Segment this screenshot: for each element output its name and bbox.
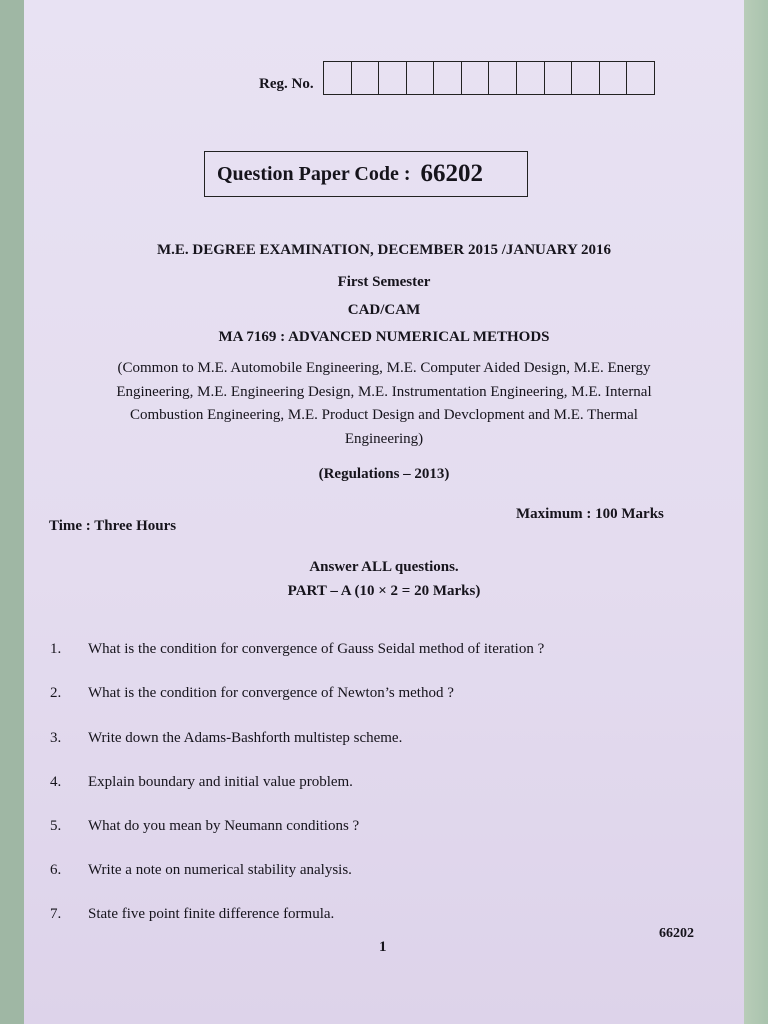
reg-no-box (517, 62, 545, 94)
question-text: Write a note on numerical stability analysis. (88, 862, 352, 878)
reg-no-box (572, 62, 600, 94)
question-text: Write down the Adams-Bashforth multistep scheme. (88, 730, 403, 746)
reg-no-box (352, 62, 380, 94)
question-number: 4. (50, 774, 62, 790)
exam-paper (24, 0, 744, 1024)
reg-no-box (545, 62, 573, 94)
question-paper-code-label: Question Paper Code : (217, 162, 411, 185)
question-text: What is the condition for convergence of Newton’s method ? (88, 685, 454, 701)
reg-no-box (489, 62, 517, 94)
common-to-note (64, 357, 704, 451)
common-to-line: Engineering) (344, 430, 424, 447)
question-text: What do you mean by Neumann conditions ? (88, 818, 360, 834)
reg-no-box (434, 62, 462, 94)
question-paper-code-box (204, 151, 528, 197)
question-number: 5. (50, 818, 62, 834)
maximum-marks: Maximum : 100 Marks (516, 506, 664, 522)
exam-title: M.E. DEGREE EXAMINATION, DECEMBER 2015 /JANUARY 2016 (156, 242, 612, 258)
reg-no-box (407, 62, 435, 94)
reg-no-box (379, 62, 407, 94)
question-number: 1. (50, 641, 62, 657)
question-number: 7. (50, 906, 62, 922)
common-to-line: (Common to M.E. Automobile Engineering, M.E. Computer Aided Design, M.E. Energy (117, 360, 651, 376)
reg-no-box (627, 62, 654, 94)
question-paper-code: 66202 (420, 160, 484, 187)
common-to-line: Combustion Engineering, M.E. Product Design and Devclopment and M.E. Thermal (130, 407, 638, 423)
footer-paper-code: 66202 (659, 926, 694, 941)
regulations: (Regulations – 2013) (318, 466, 450, 482)
semester: First Semester (337, 274, 431, 290)
subject-title: MA 7169 : ADVANCED NUMERICAL METHODS (218, 329, 550, 345)
reg-no-boxes (323, 61, 655, 95)
question-number: 6. (50, 862, 62, 878)
part-a-heading: PART – A (10 × 2 = 20 Marks) (287, 583, 481, 599)
exam-duration: Time : Three Hours (49, 518, 177, 534)
common-to-line: Engineering, M.E. Engineering Design, M.E. Instrumentation Engineering, M.E. Internal (116, 383, 652, 400)
question-text: What is the condition for convergence of Gauss Seidal method of iteration ? (88, 641, 545, 657)
reg-no-box (462, 62, 490, 94)
department: CAD/CAM (347, 302, 421, 318)
question-number: 2. (50, 685, 62, 701)
page-number: 1 (379, 939, 387, 955)
reg-no-box (600, 62, 628, 94)
question-text: Explain boundary and initial value problem. (88, 774, 353, 790)
background-surface (742, 0, 768, 1024)
reg-no-label: Reg. No. (259, 76, 314, 92)
question-text: State five point finite difference formula. (88, 906, 335, 922)
question-number: 3. (50, 730, 62, 746)
instructions: Answer ALL questions. (309, 559, 459, 575)
reg-no-box (324, 62, 352, 94)
